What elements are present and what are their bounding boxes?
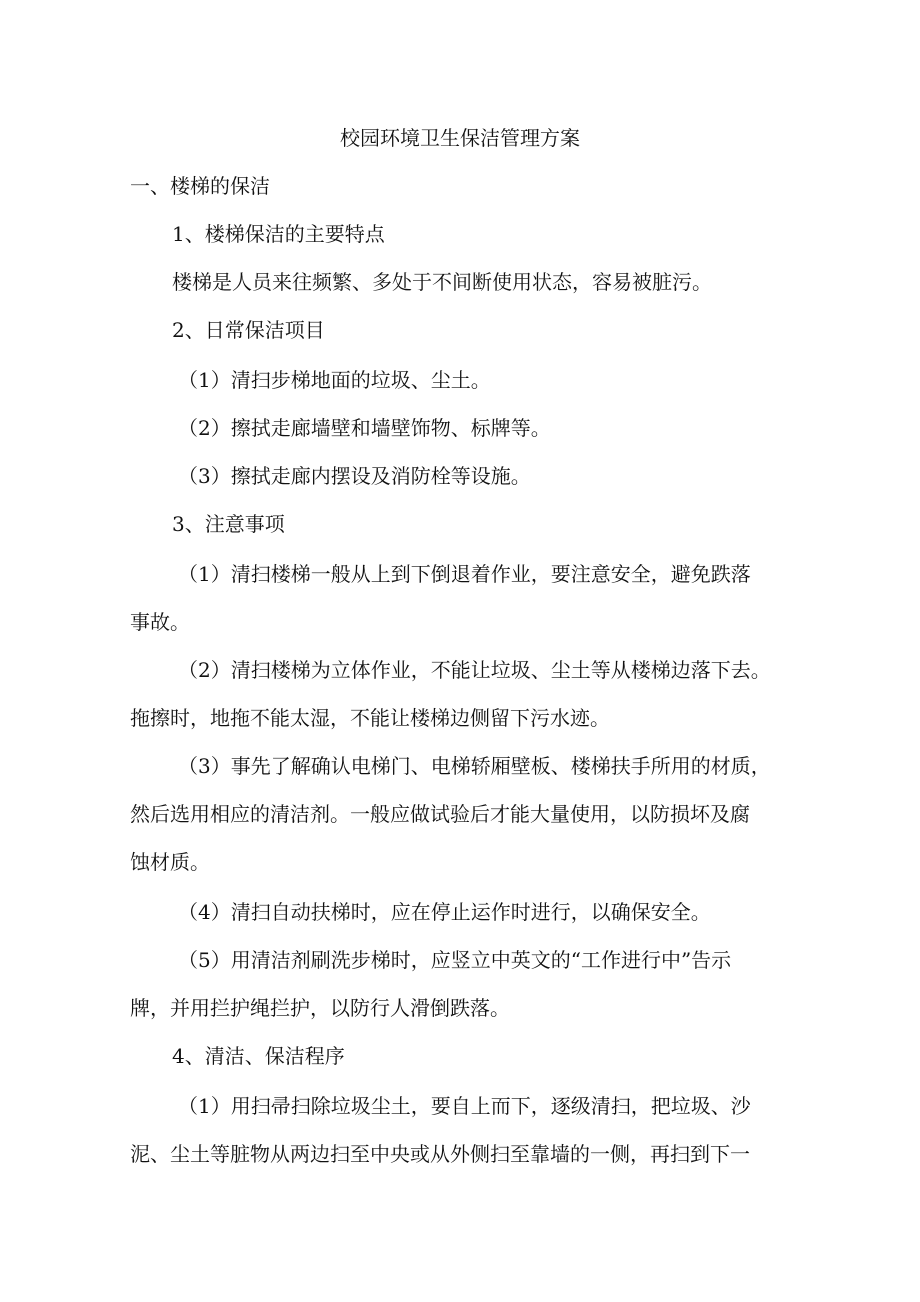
list-item-line: （2）清扫楼梯为立体作业，不能让垃圾、尘土等从楼梯边落下去。 <box>178 658 771 682</box>
list-item: （3）擦拭走廊内摆设及消防栓等设施。 <box>178 464 531 488</box>
list-item-line: （5）用清洁剂刷洗步梯时，应竖立中英文的“工作进行中”告示 <box>178 948 732 972</box>
list-item-line: 蚀材质。 <box>130 850 210 874</box>
list-item-line: （4）清扫自动扶梯时，应在停止运作时进行，以确保安全。 <box>178 900 711 924</box>
list-item-line: 事故。 <box>130 610 190 634</box>
list-item-line: （1）用扫帚扫除垃圾尘土，要自上而下，逐级清扫，把垃圾、沙 <box>178 1094 751 1118</box>
list-item-line: （1）清扫楼梯一般从上到下倒退着作业，要注意安全，避免跌落 <box>178 562 751 586</box>
list-item-line: 泥、尘土等脏物从两边扫至中央或从外侧扫至靠墙的一侧，再扫到下一 <box>130 1142 750 1166</box>
list-item: （1）清扫步梯地面的垃圾、尘土。 <box>178 368 491 392</box>
subsection-heading: 3、注意事项 <box>172 512 285 536</box>
list-item-line: 牌，并用拦护绳拦护，以防行人滑倒跌落。 <box>130 996 510 1020</box>
list-item-line: 拖擦时，地拖不能太湿，不能让楼梯边侧留下污水迹。 <box>130 706 610 730</box>
section-heading: 一、楼梯的保洁 <box>130 174 270 198</box>
paragraph: 楼梯是人员来往频繁、多处于不间断使用状态，容易被脏污。 <box>172 270 712 294</box>
document-title: 校园环境卫生保洁管理方案 <box>340 126 580 150</box>
list-item-line: 然后选用相应的清洁剂。一般应做试验后才能大量使用，以防损坏及腐 <box>130 802 750 826</box>
list-item-line: （3）事先了解确认电梯门、电梯轿厢壁板、楼梯扶手所用的材质， <box>178 754 771 778</box>
list-item: （2）擦拭走廊墙壁和墙壁饰物、标牌等。 <box>178 416 551 440</box>
subsection-heading: 4、清洁、保洁程序 <box>172 1044 345 1068</box>
subsection-heading: 2、日常保洁项目 <box>172 318 325 342</box>
subsection-heading: 1、楼梯保洁的主要特点 <box>172 222 385 246</box>
